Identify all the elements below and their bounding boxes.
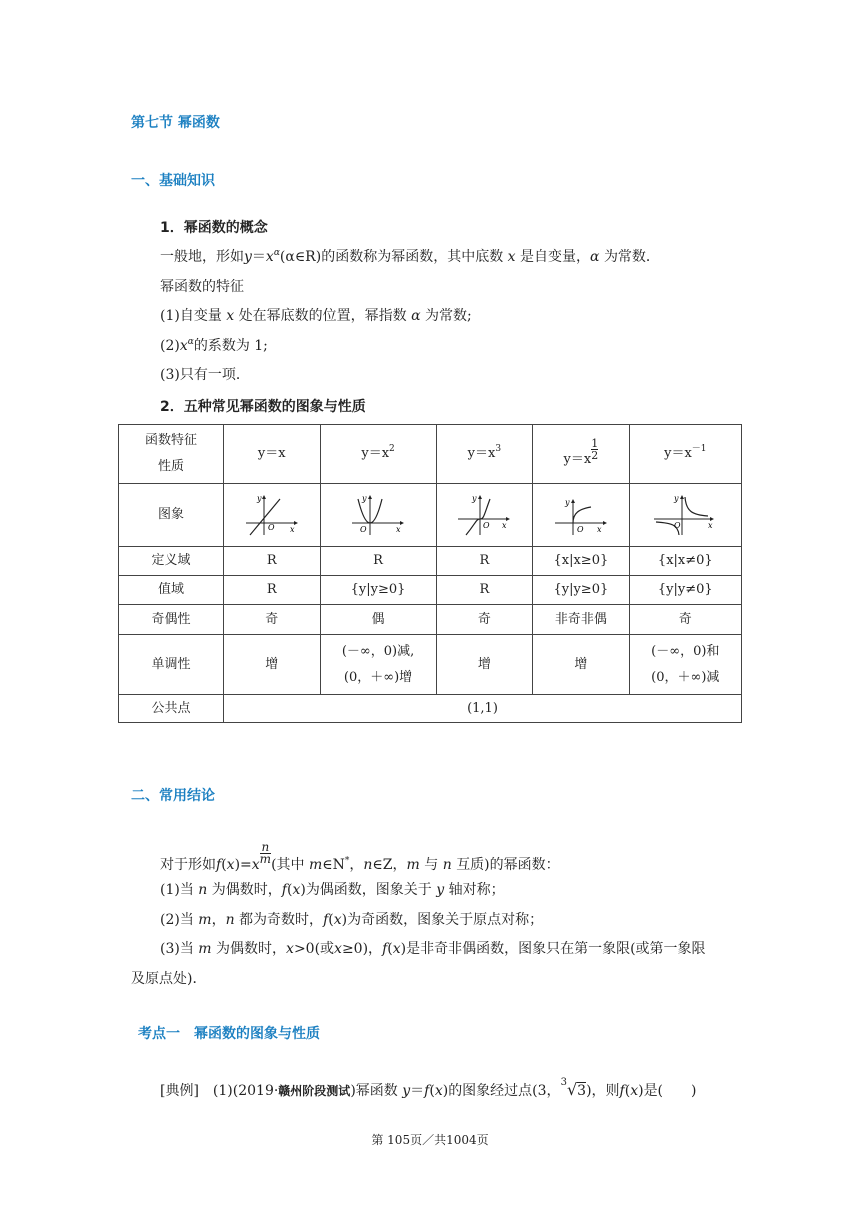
graph-sqrt (533, 484, 630, 547)
feature-1: (1)自变量 x 处在幂底数的位置，幂指数 α 为常数; (160, 308, 472, 324)
definition-line: 一般地，形如$y=x^\alpha(\alpha\in R)$的函数称为幂函数，其中底数 x 是自变量，α 为常数． (160, 248, 660, 265)
header-fn-1: y＝x (224, 425, 321, 484)
svg-text:y: y (674, 494, 679, 503)
svg-text:x: x (708, 521, 713, 530)
conclusion-1: (1)当 n 为偶数时，f(x)为偶函数，图象关于 y 轴对称； (160, 882, 505, 898)
page-footer: 第 105页／共1004页 (371, 1133, 489, 1147)
graph-reciprocal (629, 484, 741, 547)
parity-cell: 奇 (436, 605, 533, 635)
monotonicity-cell: (－∞，0)和 (0，＋∞)减 (629, 635, 741, 695)
svg-text:O: O (360, 525, 367, 534)
svg-text:O: O (674, 521, 681, 530)
range-cell: R (436, 576, 533, 605)
feature-title: 幂函数的特征 (160, 279, 244, 295)
range-label: 值域 (119, 576, 224, 605)
parity-cell: 奇 (224, 605, 321, 635)
svg-text:x: x (396, 525, 401, 534)
common-point-label: 公共点 (119, 695, 224, 723)
range-cell: {y|y≠0} (629, 576, 741, 605)
domain-cell: {x|x≠0} (629, 547, 741, 576)
svg-text:y: y (564, 498, 570, 507)
conclusion-3-cont: 及原点处)． (131, 971, 207, 987)
example-line: [典例] (1)(2019·赣州阶段测试)幂函数 y＝f(x)的图象经过点(3，$^3$√3)，则f(x)是( ) (160, 1077, 697, 1099)
range-cell: R (224, 576, 321, 605)
monotonicity-cell: 增 (533, 635, 630, 695)
section-title: 第七节 幂函数 (131, 115, 220, 131)
conclusion-2: (2)当 m，n 都为奇数时，f(x)为奇函数，图象关于原点对称； (160, 912, 544, 928)
power-function-table (118, 424, 742, 723)
monotonicity-cell: 增 (436, 635, 533, 695)
heading-conclusions: 二、常用结论 (131, 788, 215, 804)
parity-cell: 偶 (320, 605, 436, 635)
domain-label: 定义域 (119, 547, 224, 576)
graph-cube (436, 484, 533, 547)
monotonicity-cell: (－∞，0)减, (0，＋∞)增 (320, 635, 436, 695)
header-fn-3: $y=x^3$ (436, 425, 533, 484)
conclusion-intro: 对于形如f(x)=x $\frac{n}{m}$ (其中 m∈N*，n∈Z，m 与 n 互质)的幂函数： (160, 840, 560, 873)
origin-label: O (267, 523, 275, 532)
heading-basics: 一、基础知识 (131, 173, 215, 189)
domain-cell: R (320, 547, 436, 576)
graph-label: 图象 (119, 484, 224, 547)
axis-y-label: y (256, 494, 262, 503)
conclusion-3: (3)当 m 为偶数时，x>0(或x≥0)，f(x)是非奇非偶函数，图象只在第一象限(或第一象限 (160, 941, 706, 957)
concept-title: 1．幂函数的概念 (160, 220, 268, 236)
graph-linear (224, 484, 321, 547)
svg-text:y: y (472, 494, 477, 503)
svg-text:O: O (483, 521, 490, 530)
svg-text:O: O (576, 525, 584, 534)
monotonicity-label: 单调性 (119, 635, 224, 695)
domain-cell: {x|x≥0} (533, 547, 630, 576)
graph-square (320, 484, 436, 547)
parity-cell: 非奇非偶 (533, 605, 630, 635)
feature-3: (3)只有一项． (160, 367, 250, 383)
parity-label: 奇偶性 (119, 605, 224, 635)
svg-text:y: y (362, 494, 367, 503)
header-label: 函数特征性质 (119, 425, 224, 484)
header-fn-4: y＝x $\frac{1}{2}$ (533, 425, 630, 484)
table-title: 2．五种常见幂函数的图象与性质 (160, 399, 366, 415)
svg-text:x: x (596, 525, 602, 534)
monotonicity-cell: 增 (224, 635, 321, 695)
common-point-value: (1,1) (224, 695, 742, 723)
domain-cell: R (436, 547, 533, 576)
domain-cell: R (224, 547, 321, 576)
header-fn-2: $y=x^2$ (320, 425, 436, 484)
range-cell: {y|y≥0} (320, 576, 436, 605)
axis-x-label: x (289, 525, 295, 534)
parity-cell: 奇 (629, 605, 741, 635)
heading-topic-1: 考点一 幂函数的图象与性质 (138, 1026, 320, 1042)
header-fn-5: $y=x^{-1}$ (629, 425, 741, 484)
svg-text:x: x (502, 521, 507, 530)
range-cell: {y|y≥0} (533, 576, 630, 605)
feature-2: $(2)x^\alpha$的系数为 1; (160, 337, 268, 354)
